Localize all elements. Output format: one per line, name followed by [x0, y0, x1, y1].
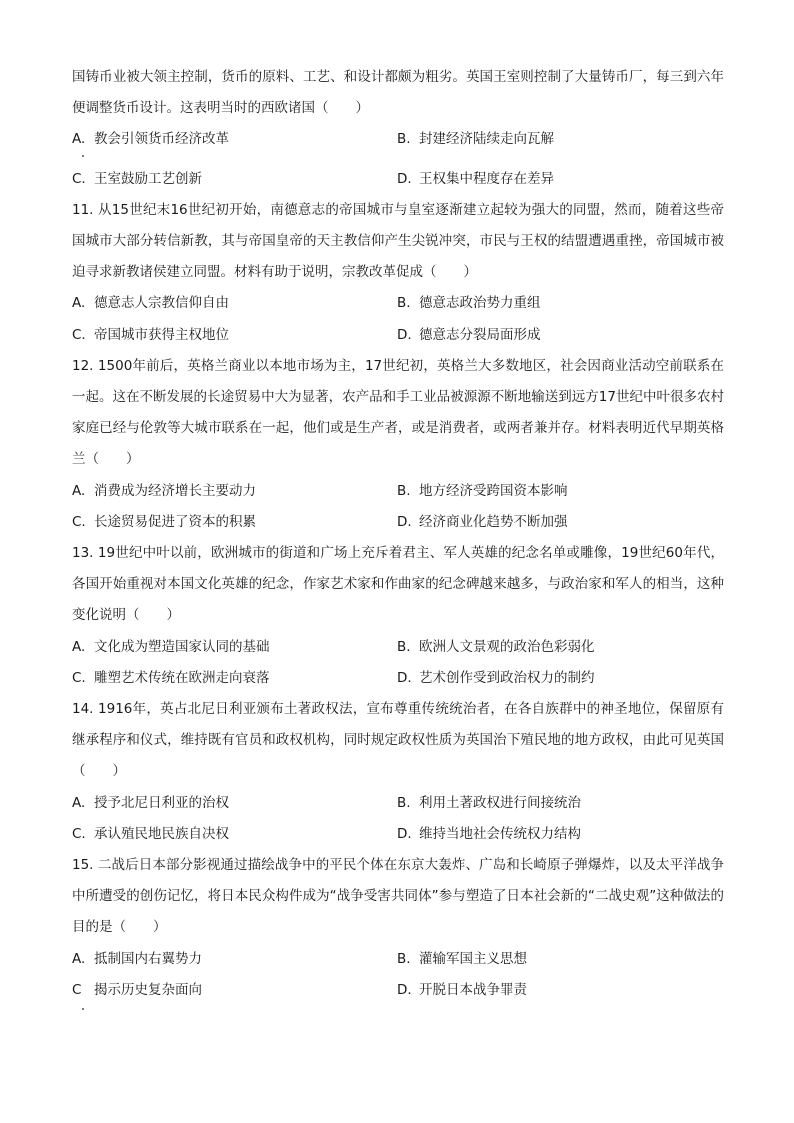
option-text: 授予北尼日利亚的治权	[94, 794, 229, 811]
option-text: 王权集中程度存在差异	[419, 170, 554, 187]
option-letter: A.	[72, 950, 86, 967]
question-stem: 11. 从15世纪末16世纪初开始，南德意志的帝国城市与皇室逐渐建立起较为强大的同盟，然而，随着这些帝国城市大部分转信新教，其与帝国皇帝的天主教信仰产生尖锐冲突，市民与王权的结盟遭遇重挫，帝国城市被迫寻求新教诸侯建立同盟。材料有助于说明，宗教改革促成（ ）	[72, 201, 724, 281]
option-a	[72, 944, 397, 975]
question-list	[72, 62, 724, 1006]
option-c	[72, 975, 397, 1006]
option-letter: B.	[397, 482, 411, 499]
option-text: 长途贸易促进了资本的积累	[94, 513, 256, 530]
option-letter: B.	[397, 638, 411, 655]
option-letter: D.	[397, 825, 412, 842]
option-text: 帝国城市获得主权地位	[94, 326, 229, 343]
option-text: 承认殖民地民族自决权	[94, 825, 229, 842]
option-a	[72, 788, 397, 819]
option-letter: A.	[72, 482, 86, 499]
option-grid	[72, 944, 724, 1006]
scan-speck	[82, 1008, 84, 1010]
option-text: 利用土著政权进行间接统治	[419, 794, 581, 811]
option-text: 经济商业化趋势不断加强	[419, 513, 568, 530]
option-letter: A.	[72, 638, 86, 655]
question-stem: 国铸币业被大领主控制，货币的原料、工艺、和设计都颇为粗劣。英国王室则控制了大量铸币厂，每三到六年便调整货币设计。这表明当时的西欧诸国（ ）	[72, 69, 724, 117]
option-letter: C.	[72, 326, 86, 343]
option-letter: C.	[72, 669, 86, 686]
option-d	[397, 663, 724, 694]
option-c	[72, 507, 397, 538]
option-d	[397, 164, 724, 195]
option-text: 封建经济陆续走向瓦解	[419, 131, 554, 148]
option-grid	[72, 476, 724, 538]
option-a	[72, 632, 397, 663]
option-text: 地方经济受跨国资本影响	[419, 482, 568, 499]
option-text: 灌输军国主义思想	[419, 950, 527, 967]
option-a	[72, 476, 397, 507]
question-14	[72, 694, 724, 850]
scan-speck	[82, 155, 84, 157]
option-d	[397, 507, 724, 538]
option-c	[72, 164, 397, 195]
option-letter: D.	[397, 669, 412, 686]
option-letter: B.	[397, 295, 411, 312]
option-grid	[72, 124, 724, 194]
question-stem: 14. 1916年，英占北尼日利亚颁布土著政权法，宣布尊重传统统治者，在各自族群中的神圣地位，保留原有继承程序和仪式，维持既有官员和政权机构，同时规定政权性质为英国治下殖民地的地方政权，由此可见英国（ ）	[72, 701, 724, 780]
option-b	[397, 944, 724, 975]
option-text: 抵制国内右翼势力	[94, 950, 202, 967]
option-text: 欧洲人文景观的政治色彩弱化	[419, 638, 595, 655]
option-d	[397, 819, 724, 850]
option-text: 德意志人宗教信仰自由	[94, 295, 229, 312]
option-letter: A.	[72, 295, 86, 312]
question-10-continued	[72, 62, 724, 195]
option-letter: D.	[397, 513, 412, 530]
option-text: 雕塑艺术传统在欧洲走向衰落	[94, 669, 270, 686]
option-text: 维持当地社会传统权力结构	[419, 825, 581, 842]
question-13	[72, 538, 724, 694]
option-b	[397, 632, 724, 663]
option-text: 揭示历史复杂面向	[94, 981, 202, 998]
option-letter: D.	[397, 170, 412, 187]
option-text: 王室鼓励工艺创新	[94, 170, 202, 187]
option-letter: C.	[72, 513, 86, 530]
option-grid	[72, 288, 724, 350]
option-letter: D.	[397, 326, 412, 343]
option-text: 开脱日本战争罪责	[419, 981, 527, 998]
option-d	[397, 320, 724, 351]
option-b	[397, 476, 724, 507]
option-letter: A.	[72, 131, 86, 148]
option-text: 德意志政治势力重组	[419, 295, 541, 312]
option-letter: B.	[397, 131, 411, 148]
option-a	[72, 124, 397, 155]
question-11	[72, 195, 724, 351]
option-letter: B.	[397, 794, 411, 811]
option-d	[397, 975, 724, 1006]
option-grid	[72, 632, 724, 694]
option-c	[72, 819, 397, 850]
question-stem: 12. 1500年前后，英格兰商业以本地市场为主，17世纪初，英格兰大多数地区，社会因商业活动空前联系在一起。这在不断发展的长途贸易中大为显著，农产品和手工业品被源源不断地输送到远方17世纪中叶很多农村家庭已经与伦敦等大城市联系在一起，他们或是生产者，或是消费者，或两者兼并存。材料表明近代早期英格兰（ ）	[72, 357, 724, 468]
option-c	[72, 663, 397, 694]
question-stem: 15. 二战后日本部分影视通过描绘战争中的平民个体在东京大轰炸、广岛和长崎原子弹爆炸，以及太平洋战争中所遭受的创伤记忆，将日本民众构件成为“战争受害共同体”参与塑造了日本社会新的“二战史观”这种做法的目的是（ ）	[72, 857, 724, 936]
option-b	[397, 288, 724, 319]
option-a	[72, 288, 397, 319]
option-letter: C.	[72, 825, 86, 842]
question-stem: 13. 19世纪中叶以前，欧洲城市的街道和广场上充斥着君主、军人英雄的纪念名单或雕像，19世纪60年代，各国开始重视对本国文化英雄的纪念，作家艺术家和作曲家的纪念碑越来越多，与政治家和军人的相当，这种变化说明（ ）	[72, 545, 724, 624]
option-letter: C.	[72, 170, 86, 187]
option-text: 消费成为经济增长主要动力	[94, 482, 256, 499]
option-letter: B.	[397, 950, 411, 967]
option-grid	[72, 788, 724, 850]
option-text: 德意志分裂局面形成	[419, 326, 541, 343]
option-text: 文化成为塑造国家认同的基础	[94, 638, 270, 655]
option-text: 艺术创作受到政治权力的制约	[419, 669, 595, 686]
question-15	[72, 850, 724, 1006]
option-b	[397, 788, 724, 819]
option-b	[397, 124, 724, 155]
option-text: 教会引领货币经济改革	[94, 131, 229, 148]
option-letter: D.	[397, 981, 412, 998]
option-letter: A.	[72, 794, 86, 811]
option-c	[72, 320, 397, 351]
question-12	[72, 351, 724, 538]
option-letter: C	[72, 981, 82, 998]
